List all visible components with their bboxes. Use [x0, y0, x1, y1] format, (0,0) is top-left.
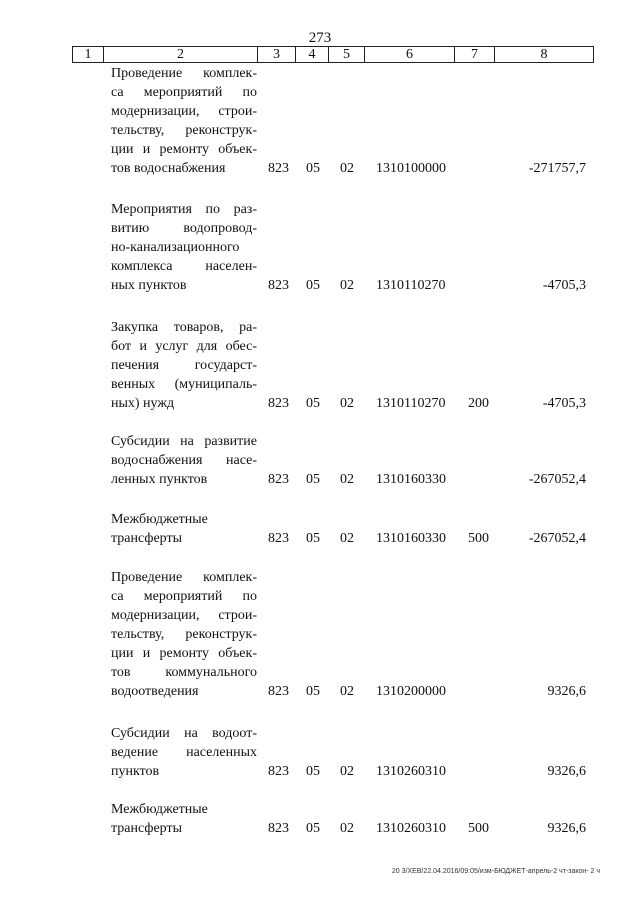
header-col-1: 1 [73, 47, 104, 62]
cell-col-4: 05 [306, 684, 320, 699]
cell-col-3: 823 [268, 161, 289, 176]
cell-col-6: 1310110270 [376, 396, 446, 411]
cell-col-4: 05 [306, 278, 320, 293]
cell-col-8: -4705,3 [542, 396, 586, 411]
description-line: ных) нужд [111, 396, 175, 411]
cell-col-6: 1310160330 [376, 531, 446, 546]
cell-col-3: 823 [268, 531, 289, 546]
cell-col-4: 05 [306, 821, 320, 836]
description-line: Мероприятия по раз- [111, 202, 257, 217]
description-line: тельству, реконструк- [111, 123, 257, 138]
description-line: витию водопровод- [111, 221, 257, 236]
description-line: Субсидии на водоот- [111, 726, 257, 741]
description-line: ленных пунктов [111, 472, 208, 487]
cell-col-4: 05 [306, 161, 320, 176]
cell-col-4: 05 [306, 764, 320, 779]
cell-col-8: 9326,6 [547, 684, 586, 699]
description-line: Проведение комплек- [111, 66, 257, 81]
cell-col-3: 823 [268, 684, 289, 699]
description-line: венных (муниципаль- [111, 377, 257, 392]
description-line: но-канализационного [111, 240, 240, 255]
description-line: печения государст- [111, 358, 257, 373]
cell-col-3: 823 [268, 278, 289, 293]
description-line: модернизации, строи- [111, 104, 257, 119]
table-header [72, 46, 594, 63]
row-description [111, 64, 257, 178]
cell-col-5: 02 [340, 396, 354, 411]
description-line: Межбюджетные [111, 802, 208, 817]
description-line: водоснабжения насе- [111, 453, 257, 468]
description-line: Проведение комплек- [111, 570, 257, 585]
description-line: бот и услуг для обес- [111, 339, 257, 354]
cell-col-8: 9326,6 [547, 821, 586, 836]
header-col-7: 7 [455, 47, 495, 62]
cell-col-6: 1310260310 [376, 821, 446, 836]
cell-col-3: 823 [268, 821, 289, 836]
cell-col-8: -271757,7 [528, 161, 586, 176]
row-description [111, 318, 257, 413]
cell-col-7: 500 [468, 531, 489, 546]
page-number: 273 [308, 30, 332, 46]
description-line: тов водоснабжения [111, 161, 226, 176]
description-line: Субсидии на развитие [111, 434, 257, 449]
description-line: са мероприятий по [111, 589, 257, 604]
header-col-5: 5 [329, 47, 365, 62]
description-line: ции и ремонту объек- [111, 646, 257, 661]
cell-col-3: 823 [268, 396, 289, 411]
cell-col-5: 02 [340, 161, 354, 176]
cell-col-6: 1310260310 [376, 764, 446, 779]
cell-col-4: 05 [306, 531, 320, 546]
description-line: модернизации, строи- [111, 608, 257, 623]
cell-col-8: -267052,4 [528, 472, 586, 487]
row-description [111, 200, 257, 295]
description-line: ции и ремонту объек- [111, 142, 257, 157]
header-col-3: 3 [258, 47, 296, 62]
description-line: тов коммунального [111, 665, 257, 680]
footer-stamp: 20 3/ХЕВ/22.04.2016/09:05/изм-БЮДЖЕТ-апрель-2 чт-закон- 2 ч [391, 868, 600, 875]
description-line: Закупка товаров, ра- [111, 320, 257, 335]
description-line: Межбюджетные [111, 512, 208, 527]
cell-col-8: -4705,3 [542, 278, 586, 293]
description-line: ных пунктов [111, 278, 187, 293]
cell-col-6: 1310200000 [376, 684, 446, 699]
cell-col-4: 05 [306, 396, 320, 411]
description-line: трансферты [111, 821, 183, 836]
description-line: комплекса населен- [111, 259, 257, 274]
description-line: трансферты [111, 531, 183, 546]
cell-col-3: 823 [268, 472, 289, 487]
cell-col-5: 02 [340, 764, 354, 779]
description-line: ведение населенных [111, 745, 257, 760]
row-description [111, 724, 257, 781]
header-col-6: 6 [365, 47, 455, 62]
description-line: водоотведения [111, 684, 199, 699]
row-description [111, 432, 257, 489]
row-description [111, 800, 257, 838]
header-col-2: 2 [104, 47, 258, 62]
header-col-4: 4 [296, 47, 329, 62]
cell-col-4: 05 [306, 472, 320, 487]
cell-col-5: 02 [340, 472, 354, 487]
description-line: тельству, реконструк- [111, 627, 257, 642]
cell-col-6: 1310110270 [376, 278, 446, 293]
cell-col-8: -267052,4 [528, 531, 586, 546]
cell-col-5: 02 [340, 278, 354, 293]
cell-col-7: 200 [468, 396, 489, 411]
cell-col-6: 1310160330 [376, 472, 446, 487]
row-description [111, 510, 257, 548]
row-description [111, 568, 257, 701]
header-col-8: 8 [540, 47, 548, 62]
cell-col-5: 02 [340, 684, 354, 699]
description-line: пунктов [111, 764, 160, 779]
cell-col-5: 02 [340, 531, 354, 546]
description-line: са мероприятий по [111, 85, 257, 100]
cell-col-3: 823 [268, 764, 289, 779]
cell-col-5: 02 [340, 821, 354, 836]
cell-col-6: 1310100000 [376, 161, 446, 176]
cell-col-8: 9326,6 [547, 764, 586, 779]
cell-col-7: 500 [468, 821, 489, 836]
